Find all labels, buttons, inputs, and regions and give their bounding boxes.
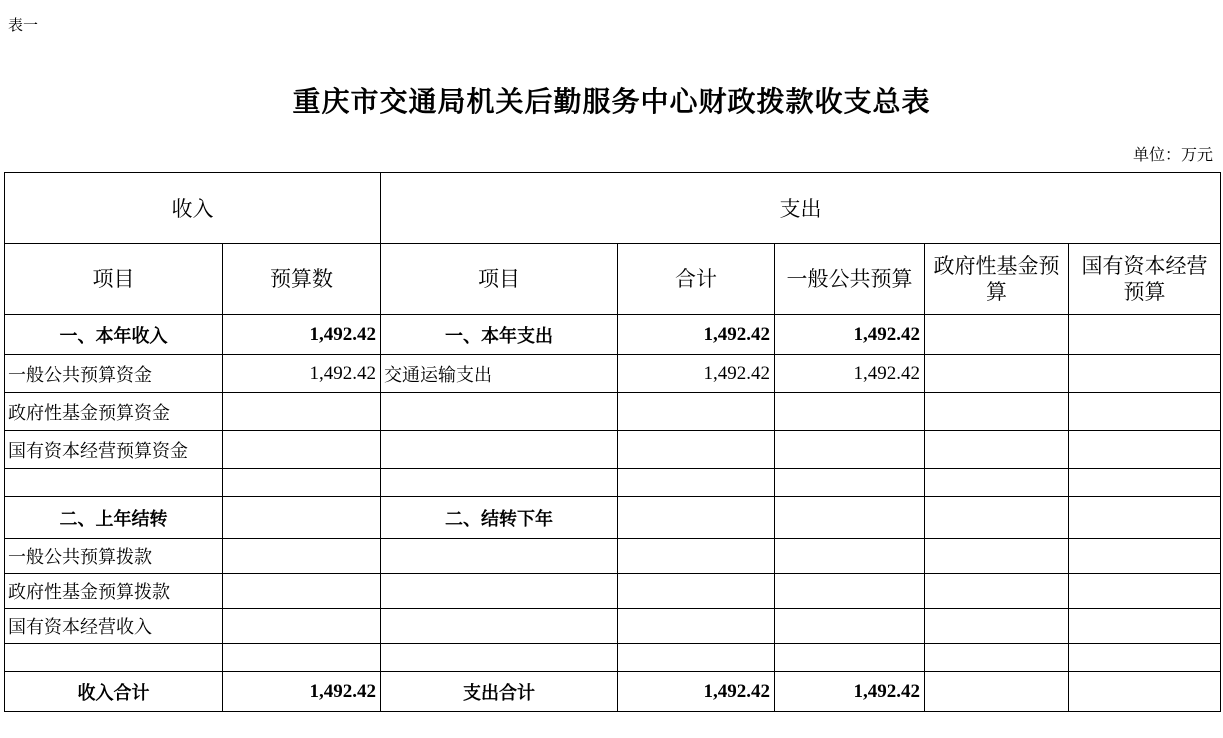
income-item-cell (5, 469, 223, 497)
income-item-cell: 二、上年结转 (5, 497, 223, 539)
income-item-cell: 政府性基金预算资金 (5, 393, 223, 431)
table-row (5, 574, 1221, 609)
state-capital-cell (1069, 644, 1221, 672)
income-value-cell (223, 609, 381, 644)
state-capital-cell (1069, 393, 1221, 431)
table-row (5, 355, 1221, 393)
expense-item-cell: 一、本年支出 (381, 315, 618, 355)
state-capital-cell (1069, 431, 1221, 469)
general-budget-cell (775, 574, 925, 609)
income-item-cell: 一般公共预算资金 (5, 355, 223, 393)
income-item-cell: 国有资本经营预算资金 (5, 431, 223, 469)
gov-fund-cell (925, 644, 1069, 672)
income-value-cell (223, 644, 381, 672)
state-capital-cell (1069, 497, 1221, 539)
state-capital-cell (1069, 672, 1221, 712)
table-row (5, 609, 1221, 644)
total-cell (618, 644, 775, 672)
general-budget-cell (775, 393, 925, 431)
expense-item-cell (381, 644, 618, 672)
income-item-cell: 国有资本经营收入 (5, 609, 223, 644)
expense-item-cell (381, 393, 618, 431)
gov-fund-cell (925, 574, 1069, 609)
table-row (5, 315, 1221, 355)
income-item-cell: 收入合计 (5, 672, 223, 712)
table-row (5, 539, 1221, 574)
table-row (5, 393, 1221, 431)
state-capital-cell (1069, 469, 1221, 497)
total-cell (618, 497, 775, 539)
expense-header: 支出 (381, 173, 1221, 244)
table-row (5, 672, 1221, 712)
total-cell (618, 393, 775, 431)
general-budget-cell (775, 431, 925, 469)
general-budget-cell: 1,492.42 (775, 672, 925, 712)
expense-item-cell (381, 574, 618, 609)
table-row (5, 497, 1221, 539)
total-cell (618, 574, 775, 609)
gov-fund-cell (925, 469, 1069, 497)
page-title: 重庆市交通局机关后勤服务中心财政拨款收支总表 (292, 85, 931, 118)
general-budget-cell (775, 609, 925, 644)
income-item-cell (5, 644, 223, 672)
table-row (5, 644, 1221, 672)
table-row (5, 469, 1221, 497)
total-cell: 1,492.42 (618, 315, 775, 355)
general-budget-cell: 1,492.42 (775, 355, 925, 393)
table-row (5, 431, 1221, 469)
total-cell: 1,492.42 (618, 672, 775, 712)
expense-item-cell: 二、结转下年 (381, 497, 618, 539)
total-header: 合计 (618, 244, 775, 315)
income-value-cell (223, 539, 381, 574)
gov-fund-cell (925, 609, 1069, 644)
general-budget-cell: 1,492.42 (775, 315, 925, 355)
gov-fund-cell (925, 315, 1069, 355)
state-capital-cell (1069, 609, 1221, 644)
expense-item-cell (381, 431, 618, 469)
budget-summary-table (4, 172, 1221, 712)
expense-item-cell (381, 609, 618, 644)
general-budget-cell (775, 644, 925, 672)
gov-fund-cell (925, 431, 1069, 469)
state-capital-cell (1069, 574, 1221, 609)
header-row-columns (5, 244, 1221, 315)
unit-label: 单位：万元 (1132, 145, 1213, 164)
total-cell (618, 469, 775, 497)
gov-fund-cell (925, 539, 1069, 574)
general-budget-cell (775, 497, 925, 539)
gov-fund-cell (925, 672, 1069, 712)
expense-item-cell: 支出合计 (381, 672, 618, 712)
income-value-cell (223, 497, 381, 539)
total-cell (618, 539, 775, 574)
state-capital-cell (1069, 315, 1221, 355)
expense-item-header: 项目 (381, 244, 618, 315)
income-value-cell (223, 431, 381, 469)
income-value-cell (223, 393, 381, 431)
total-cell (618, 431, 775, 469)
income-value-cell (223, 469, 381, 497)
income-item-header: 项目 (5, 244, 223, 315)
income-value-cell: 1,492.42 (223, 315, 381, 355)
expense-item-cell (381, 539, 618, 574)
expense-item-cell: 交通运输支出 (381, 355, 618, 393)
income-item-cell: 政府性基金预算拨款 (5, 574, 223, 609)
income-item-cell: 一、本年收入 (5, 315, 223, 355)
income-value-cell: 1,492.42 (223, 355, 381, 393)
header-row-top (5, 173, 1221, 244)
income-item-cell: 一般公共预算拨款 (5, 539, 223, 574)
income-value-cell: 1,492.42 (223, 672, 381, 712)
general-budget-cell (775, 469, 925, 497)
state-capital-header: 国有资本经营预算 (1069, 244, 1221, 315)
general-budget-header: 一般公共预算 (775, 244, 925, 315)
budget-header: 预算数 (223, 244, 381, 315)
income-value-cell (223, 574, 381, 609)
general-budget-cell (775, 539, 925, 574)
gov-fund-cell (925, 355, 1069, 393)
total-cell: 1,492.42 (618, 355, 775, 393)
gov-fund-cell (925, 497, 1069, 539)
state-capital-cell (1069, 355, 1221, 393)
state-capital-cell (1069, 539, 1221, 574)
expense-item-cell (381, 469, 618, 497)
gov-fund-header: 政府性基金预算 (925, 244, 1069, 315)
gov-fund-cell (925, 393, 1069, 431)
total-cell (618, 609, 775, 644)
table-number-label: 表一 (8, 16, 39, 34)
income-header: 收入 (5, 173, 381, 244)
